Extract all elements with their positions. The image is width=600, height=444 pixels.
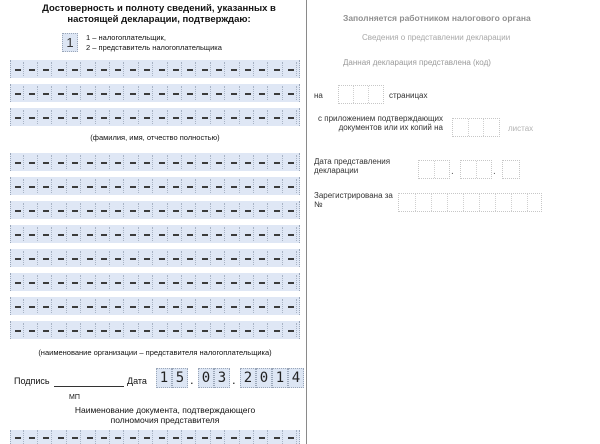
char-cell[interactable] (272, 110, 283, 124)
char-cell[interactable] (272, 251, 283, 265)
char-cell[interactable] (41, 299, 52, 313)
registration-number-label: Зарегистрирована за № (314, 191, 393, 209)
char-cell[interactable] (200, 62, 211, 76)
org-row-7[interactable] (10, 297, 300, 315)
authority-doc-row[interactable] (10, 430, 300, 444)
date-month-digit-2[interactable]: 3 (214, 368, 230, 388)
fio-row-1[interactable] (10, 60, 300, 78)
char-cell[interactable] (41, 110, 52, 124)
char-cell[interactable] (243, 430, 254, 444)
char-cell[interactable] (99, 86, 110, 100)
char-cell[interactable] (142, 227, 153, 241)
org-caption: (наименование организации – представителя налогоплательщика) (38, 348, 272, 357)
char-cell[interactable] (286, 275, 297, 289)
char-cell[interactable] (157, 203, 168, 217)
date-day-digit-2[interactable]: 5 (172, 368, 188, 388)
option-taxpayer: 1 – налогоплательщик, (86, 33, 166, 42)
char-cell[interactable] (128, 227, 139, 241)
char-cell[interactable] (200, 203, 211, 217)
char-cell[interactable] (113, 62, 124, 76)
char-cell[interactable] (286, 86, 297, 100)
char-cell[interactable] (70, 110, 81, 124)
char-cell[interactable] (113, 227, 124, 241)
char-cell[interactable] (200, 110, 211, 124)
char-cell[interactable] (13, 227, 24, 241)
char-cell[interactable] (214, 275, 225, 289)
signature-label: Подпись (14, 376, 50, 386)
char-cell[interactable] (41, 430, 52, 444)
char-cell[interactable] (142, 62, 153, 76)
char-cell[interactable] (243, 179, 254, 193)
char-cell[interactable] (85, 227, 96, 241)
char-cell[interactable] (85, 430, 96, 444)
char-cell[interactable] (286, 155, 297, 169)
confirmer-code-cell[interactable]: 1 (62, 33, 78, 52)
char-cell[interactable] (142, 155, 153, 169)
char-cell[interactable] (142, 251, 153, 265)
char-cell[interactable] (243, 275, 254, 289)
char-cell[interactable] (142, 275, 153, 289)
char-cell[interactable] (272, 323, 283, 337)
char-cell[interactable] (171, 227, 182, 241)
char-cell[interactable] (243, 110, 254, 124)
char-cell[interactable] (214, 62, 225, 76)
char-cell[interactable] (171, 110, 182, 124)
char-cell[interactable] (214, 323, 225, 337)
char-cell[interactable] (229, 430, 240, 444)
char-cell[interactable] (286, 179, 297, 193)
char-cell[interactable] (229, 179, 240, 193)
char-cell[interactable] (286, 323, 297, 337)
char-cell[interactable] (200, 227, 211, 241)
date-separator: . (232, 372, 236, 387)
char-cell[interactable] (85, 323, 96, 337)
char-cell[interactable] (272, 86, 283, 100)
char-cell[interactable] (27, 275, 38, 289)
org-row-2[interactable] (10, 177, 300, 195)
char-cell[interactable] (257, 155, 268, 169)
char-cell[interactable] (200, 155, 211, 169)
char-cell[interactable] (85, 203, 96, 217)
char-cell[interactable] (286, 227, 297, 241)
char-cell[interactable] (56, 62, 67, 76)
char-cell[interactable] (41, 155, 52, 169)
char-cell[interactable] (171, 251, 182, 265)
char-cell[interactable] (157, 86, 168, 100)
char-cell[interactable] (56, 179, 67, 193)
char-cell[interactable] (257, 86, 268, 100)
char-cell[interactable] (142, 203, 153, 217)
char-cell[interactable] (99, 203, 110, 217)
char-cell[interactable] (185, 110, 196, 124)
char-cell[interactable] (56, 203, 67, 217)
fio-caption: (фамилия, имя, отчество полностью) (90, 133, 220, 142)
submission-month-cells[interactable] (460, 160, 492, 179)
date-year-digit-1[interactable]: 2 (240, 368, 256, 388)
date-separator: . (451, 166, 454, 177)
char-cell[interactable] (99, 323, 110, 337)
char-cell[interactable] (70, 251, 81, 265)
char-cell[interactable] (85, 275, 96, 289)
fio-row-3[interactable] (10, 108, 300, 126)
char-cell[interactable] (113, 179, 124, 193)
char-cell[interactable] (27, 323, 38, 337)
char-cell[interactable] (70, 323, 81, 337)
char-cell[interactable] (113, 110, 124, 124)
char-cell[interactable] (229, 251, 240, 265)
char-cell[interactable] (214, 110, 225, 124)
char-cell[interactable] (229, 323, 240, 337)
char-cell[interactable] (142, 110, 153, 124)
char-cell[interactable] (56, 430, 67, 444)
char-cell[interactable] (113, 203, 124, 217)
confirmation-header: Достоверность и полноту сведений, указанных в настоящей декларации, подтверждаю: (42, 3, 276, 25)
char-cell[interactable] (128, 299, 139, 313)
char-cell[interactable] (13, 86, 24, 100)
char-cell[interactable] (185, 86, 196, 100)
char-cell[interactable] (257, 227, 268, 241)
char-cell[interactable] (185, 62, 196, 76)
char-cell[interactable] (128, 323, 139, 337)
char-cell[interactable] (56, 110, 67, 124)
char-cell[interactable] (113, 155, 124, 169)
char-cell[interactable] (185, 299, 196, 313)
sheets-count-cells[interactable] (452, 118, 500, 137)
char-cell[interactable] (229, 203, 240, 217)
char-cell[interactable] (272, 203, 283, 217)
char-cell[interactable] (113, 299, 124, 313)
date-month-digit-1[interactable]: 0 (198, 368, 214, 388)
char-cell[interactable] (13, 299, 24, 313)
char-cell[interactable] (272, 62, 283, 76)
char-cell[interactable] (70, 275, 81, 289)
char-cell[interactable] (13, 203, 24, 217)
char-cell[interactable] (200, 86, 211, 100)
char-cell[interactable] (99, 251, 110, 265)
signature-line[interactable] (54, 386, 124, 387)
char-cell[interactable] (113, 86, 124, 100)
char-cell[interactable] (70, 430, 81, 444)
char-cell[interactable] (214, 179, 225, 193)
char-cell[interactable] (41, 251, 52, 265)
char-cell[interactable] (214, 251, 225, 265)
option-representative: 2 – представитель налогоплательщика (86, 43, 222, 52)
char-cell[interactable] (142, 299, 153, 313)
char-cell[interactable] (157, 275, 168, 289)
char-cell[interactable] (99, 275, 110, 289)
char-cell[interactable] (257, 203, 268, 217)
char-cell[interactable] (214, 155, 225, 169)
char-cell[interactable] (214, 203, 225, 217)
char-cell[interactable] (171, 86, 182, 100)
org-row-6[interactable] (10, 273, 300, 291)
char-cell[interactable] (13, 155, 24, 169)
declaration-code-label: Данная декларация представлена (код) (343, 58, 491, 67)
org-row-8[interactable] (10, 321, 300, 339)
char-cell[interactable] (157, 155, 168, 169)
char-cell[interactable] (171, 203, 182, 217)
char-cell[interactable] (85, 62, 96, 76)
char-cell[interactable] (142, 430, 153, 444)
char-cell[interactable] (200, 430, 211, 444)
char-cell[interactable] (99, 179, 110, 193)
submission-info-subtitle: Сведения о представлении декларации (362, 33, 511, 42)
submission-year-cells[interactable] (502, 160, 520, 179)
char-cell[interactable] (70, 155, 81, 169)
char-cell[interactable] (257, 62, 268, 76)
char-cell[interactable] (171, 179, 182, 193)
char-cell[interactable] (99, 110, 110, 124)
char-cell[interactable] (85, 251, 96, 265)
date-year-digit-3[interactable]: 1 (272, 368, 288, 388)
org-row-1[interactable] (10, 153, 300, 171)
char-cell[interactable] (286, 430, 297, 444)
char-cell[interactable] (41, 86, 52, 100)
char-cell[interactable] (243, 227, 254, 241)
char-cell[interactable] (171, 299, 182, 313)
char-cell[interactable] (128, 203, 139, 217)
char-cell[interactable] (171, 62, 182, 76)
char-cell[interactable] (113, 275, 124, 289)
char-cell[interactable] (128, 430, 139, 444)
char-cell[interactable] (200, 275, 211, 289)
char-cell[interactable] (85, 155, 96, 169)
char-cell[interactable] (128, 275, 139, 289)
char-cell[interactable] (286, 251, 297, 265)
date-label: Дата (127, 376, 147, 386)
char-cell[interactable] (41, 275, 52, 289)
char-cell[interactable] (128, 62, 139, 76)
char-cell[interactable] (272, 179, 283, 193)
char-cell[interactable] (243, 86, 254, 100)
char-cell[interactable] (214, 86, 225, 100)
char-cell[interactable] (157, 251, 168, 265)
char-cell[interactable] (99, 62, 110, 76)
char-cell[interactable] (243, 62, 254, 76)
char-cell[interactable] (27, 86, 38, 100)
char-cell[interactable] (70, 86, 81, 100)
char-cell[interactable] (200, 179, 211, 193)
pages-label: страницах (389, 91, 428, 100)
char-cell[interactable] (214, 430, 225, 444)
stamp-label: МП (69, 394, 80, 401)
char-cell[interactable] (243, 155, 254, 169)
char-cell[interactable] (272, 227, 283, 241)
char-cell[interactable] (286, 110, 297, 124)
char-cell[interactable] (27, 155, 38, 169)
attachments-label: с приложением подтверждающих документов или их копий на (318, 114, 443, 132)
char-cell[interactable] (27, 251, 38, 265)
char-cell[interactable] (157, 323, 168, 337)
sheets-label: листах (508, 124, 534, 133)
char-cell[interactable] (13, 62, 24, 76)
char-cell[interactable] (257, 179, 268, 193)
char-cell[interactable] (70, 203, 81, 217)
char-cell[interactable] (200, 323, 211, 337)
char-cell[interactable] (243, 299, 254, 313)
org-row-5[interactable] (10, 249, 300, 267)
char-cell[interactable] (41, 203, 52, 217)
char-cell[interactable] (99, 299, 110, 313)
char-cell[interactable] (113, 251, 124, 265)
char-cell[interactable] (157, 299, 168, 313)
char-cell[interactable] (27, 299, 38, 313)
char-cell[interactable] (171, 155, 182, 169)
char-cell[interactable] (185, 203, 196, 217)
char-cell[interactable] (229, 227, 240, 241)
char-cell[interactable] (128, 110, 139, 124)
char-cell[interactable] (27, 110, 38, 124)
char-cell[interactable] (99, 430, 110, 444)
char-cell[interactable] (70, 227, 81, 241)
org-row-3[interactable] (10, 201, 300, 219)
char-cell[interactable] (13, 110, 24, 124)
date-separator: . (493, 166, 496, 177)
char-cell[interactable] (56, 251, 67, 265)
char-cell[interactable] (128, 251, 139, 265)
char-cell[interactable] (128, 179, 139, 193)
char-cell[interactable] (229, 86, 240, 100)
char-cell[interactable] (229, 275, 240, 289)
char-cell[interactable] (157, 110, 168, 124)
char-cell[interactable] (99, 227, 110, 241)
char-cell[interactable] (286, 203, 297, 217)
char-cell[interactable] (41, 323, 52, 337)
char-cell[interactable] (157, 62, 168, 76)
char-cell[interactable] (128, 86, 139, 100)
char-cell[interactable] (56, 155, 67, 169)
char-cell[interactable] (41, 227, 52, 241)
char-cell[interactable] (200, 299, 211, 313)
char-cell[interactable] (185, 275, 196, 289)
char-cell[interactable] (70, 299, 81, 313)
char-cell[interactable] (185, 251, 196, 265)
char-cell[interactable] (113, 430, 124, 444)
char-cell[interactable] (185, 227, 196, 241)
char-cell[interactable] (185, 179, 196, 193)
char-cell[interactable] (142, 86, 153, 100)
char-cell[interactable] (257, 299, 268, 313)
char-cell[interactable] (13, 323, 24, 337)
char-cell[interactable] (286, 62, 297, 76)
char-cell[interactable] (27, 179, 38, 193)
char-cell[interactable] (257, 275, 268, 289)
char-cell[interactable] (56, 227, 67, 241)
char-cell[interactable] (70, 179, 81, 193)
char-cell[interactable] (142, 323, 153, 337)
char-cell[interactable] (56, 86, 67, 100)
char-cell[interactable] (185, 430, 196, 444)
char-cell[interactable] (13, 251, 24, 265)
char-cell[interactable] (13, 275, 24, 289)
char-cell[interactable] (157, 227, 168, 241)
submission-day-cells[interactable] (418, 160, 450, 179)
char-cell[interactable] (13, 179, 24, 193)
char-cell[interactable] (85, 86, 96, 100)
char-cell[interactable] (229, 299, 240, 313)
date-year-digit-2[interactable]: 0 (256, 368, 272, 388)
char-cell[interactable] (41, 179, 52, 193)
registration-number-cells[interactable] (398, 193, 542, 212)
char-cell[interactable] (128, 155, 139, 169)
authority-document-label: Наименование документа, подтверждающего полномочия представителя (74, 405, 256, 425)
char-cell[interactable] (56, 299, 67, 313)
char-cell[interactable] (257, 251, 268, 265)
char-cell[interactable] (56, 323, 67, 337)
char-cell[interactable] (113, 323, 124, 337)
char-cell[interactable] (41, 62, 52, 76)
char-cell[interactable] (257, 323, 268, 337)
char-cell[interactable] (171, 275, 182, 289)
char-cell[interactable] (157, 179, 168, 193)
char-cell[interactable] (27, 62, 38, 76)
char-cell[interactable] (243, 203, 254, 217)
char-cell[interactable] (200, 251, 211, 265)
pages-count-cells[interactable] (338, 85, 384, 104)
char-cell[interactable] (257, 110, 268, 124)
date-day-digit-1[interactable]: 1 (156, 368, 172, 388)
date-year-digit-4[interactable]: 4 (288, 368, 304, 388)
fio-row-2[interactable] (10, 84, 300, 102)
char-cell[interactable] (27, 227, 38, 241)
char-cell[interactable] (13, 430, 24, 444)
tax-officer-title: Заполняется работником налогового органа (343, 13, 531, 23)
char-cell[interactable] (243, 323, 254, 337)
char-cell[interactable] (85, 179, 96, 193)
char-cell[interactable] (70, 62, 81, 76)
char-cell[interactable] (286, 299, 297, 313)
char-cell[interactable] (171, 323, 182, 337)
char-cell[interactable] (272, 155, 283, 169)
char-cell[interactable] (157, 430, 168, 444)
org-row-4[interactable] (10, 225, 300, 243)
char-cell[interactable] (272, 430, 283, 444)
char-cell[interactable] (85, 299, 96, 313)
char-cell[interactable] (185, 323, 196, 337)
char-cell[interactable] (229, 110, 240, 124)
char-cell[interactable] (214, 299, 225, 313)
char-cell[interactable] (85, 110, 96, 124)
section-divider (306, 0, 307, 444)
char-cell[interactable] (99, 155, 110, 169)
char-cell[interactable] (56, 275, 67, 289)
on-label: на (314, 91, 323, 100)
char-cell[interactable] (27, 430, 38, 444)
char-cell[interactable] (185, 155, 196, 169)
char-cell[interactable] (229, 155, 240, 169)
char-cell[interactable] (272, 275, 283, 289)
char-cell[interactable] (272, 299, 283, 313)
char-cell[interactable] (229, 62, 240, 76)
submission-date-label: Дата представления декларации (314, 157, 391, 175)
char-cell[interactable] (243, 251, 254, 265)
char-cell[interactable] (142, 179, 153, 193)
char-cell[interactable] (171, 430, 182, 444)
char-cell[interactable] (27, 203, 38, 217)
date-separator: . (190, 372, 194, 387)
char-cell[interactable] (214, 227, 225, 241)
char-cell[interactable] (257, 430, 268, 444)
